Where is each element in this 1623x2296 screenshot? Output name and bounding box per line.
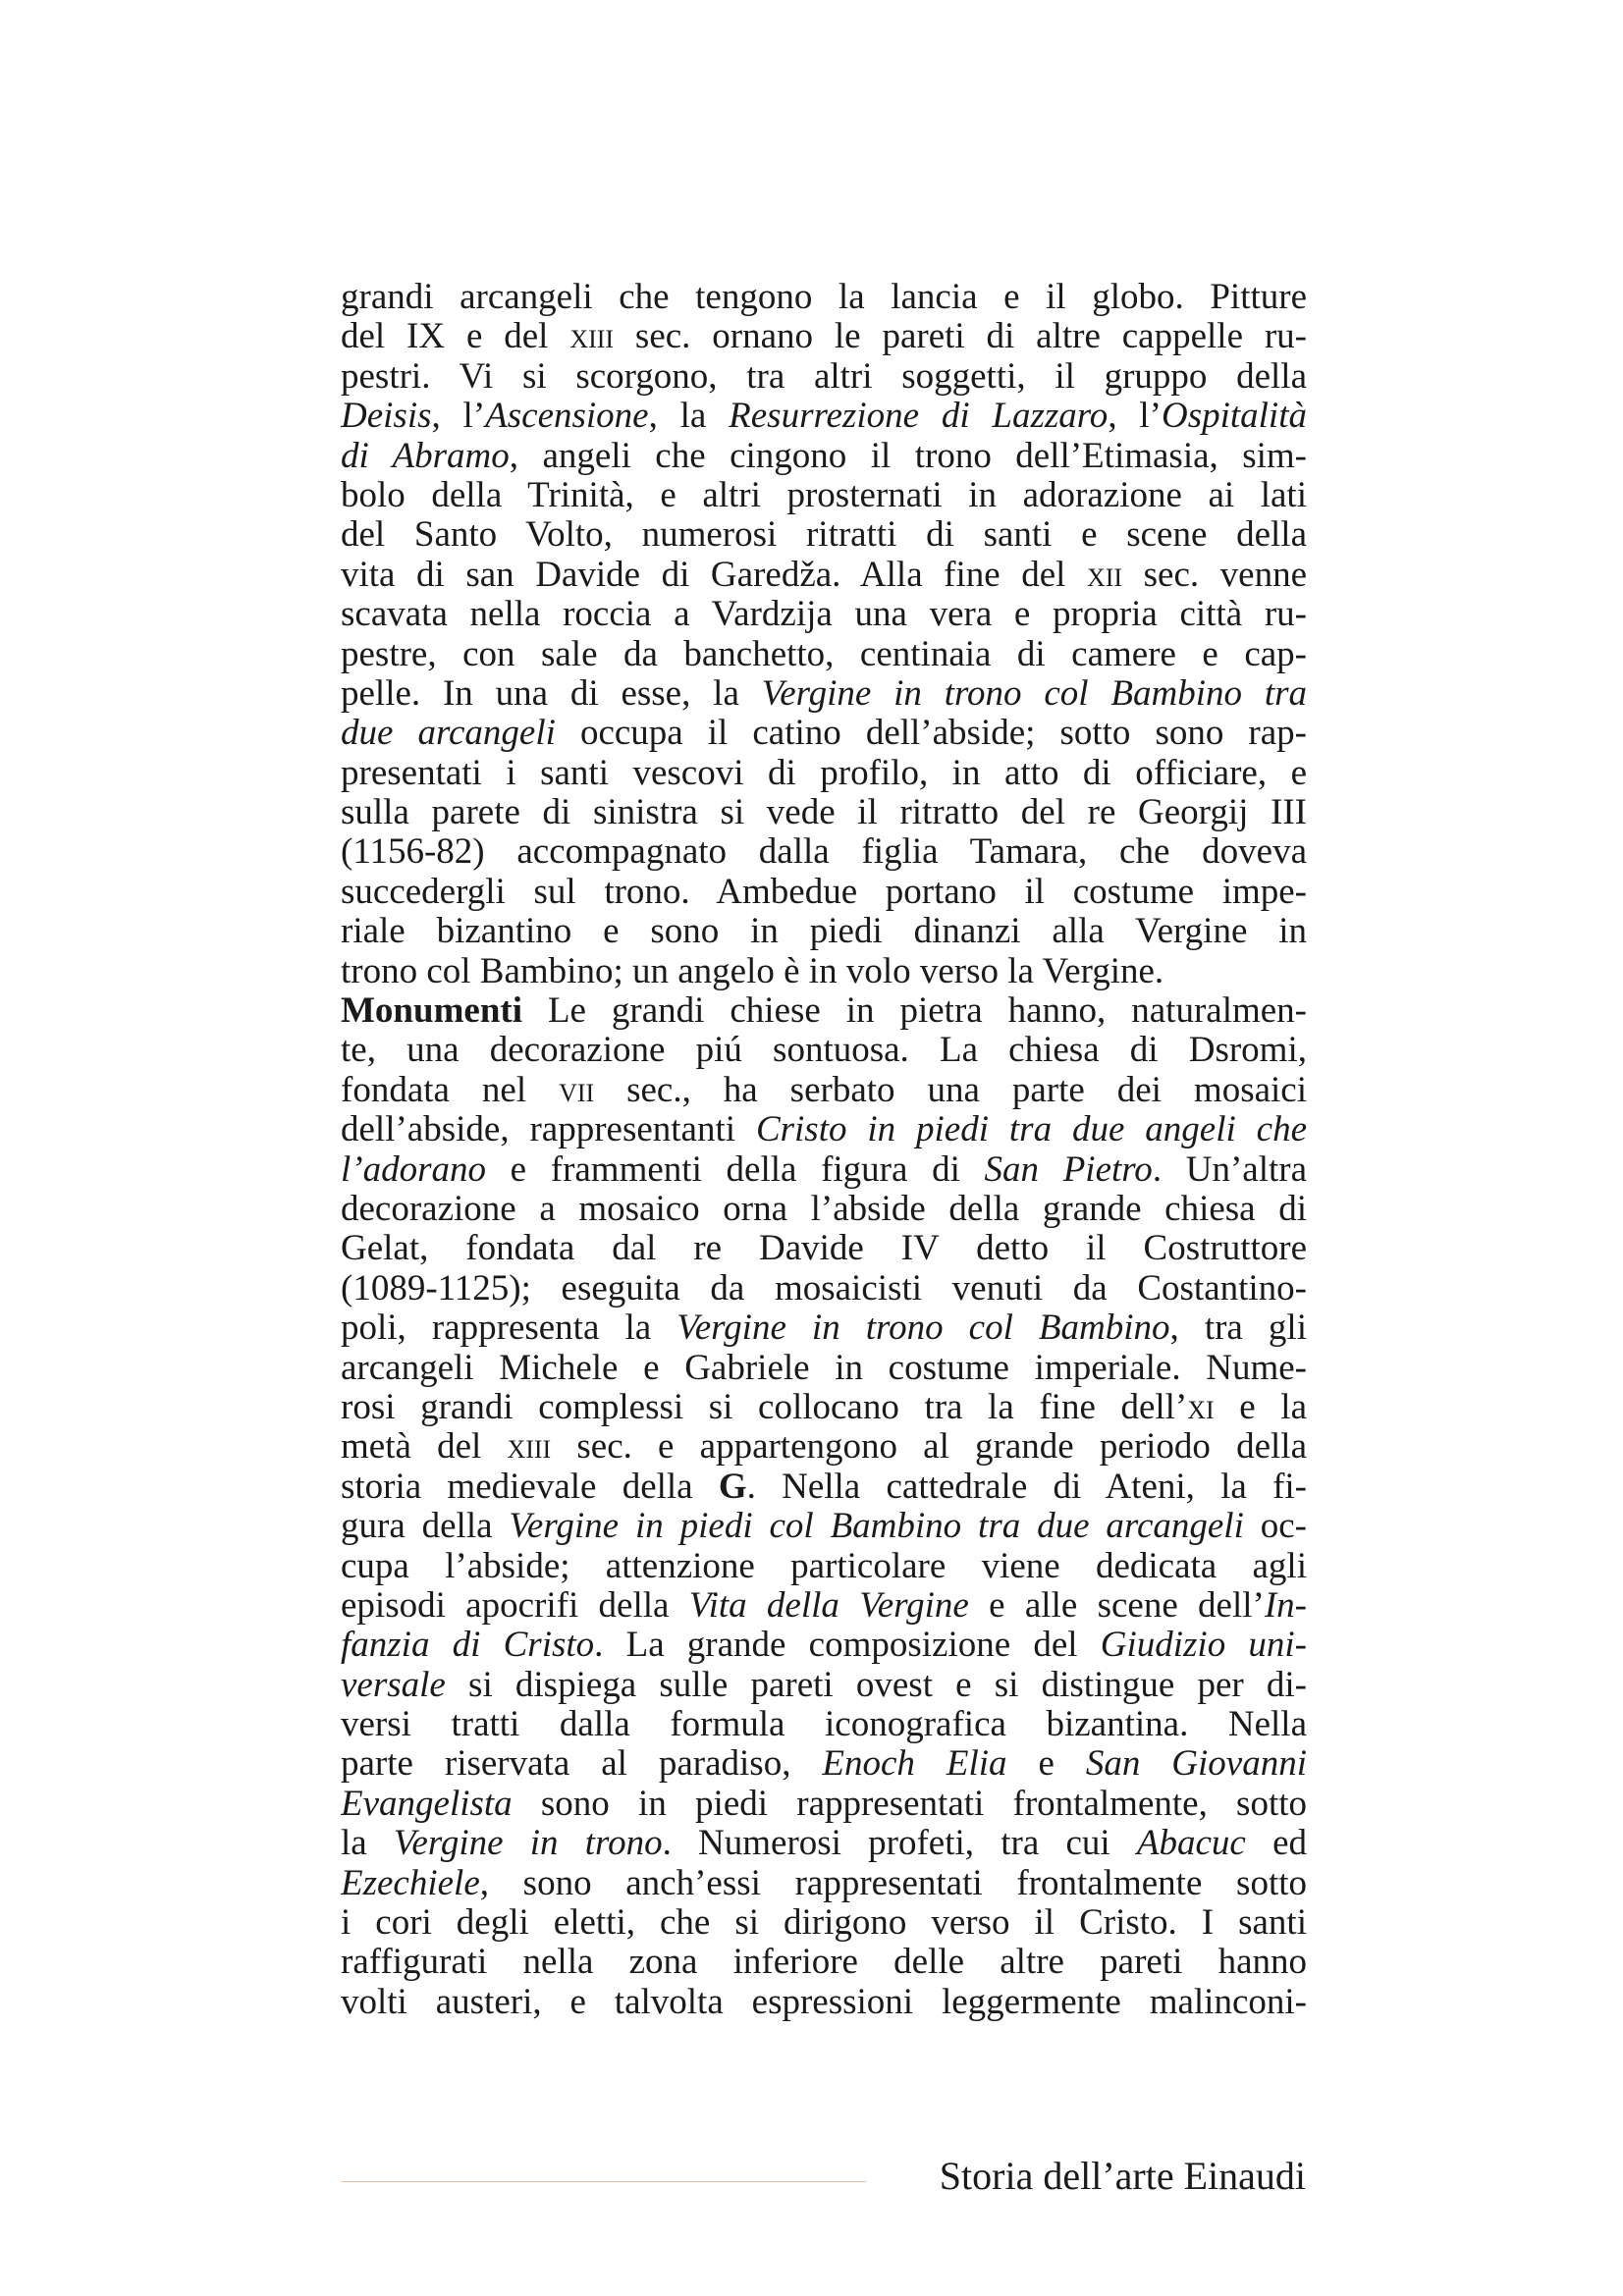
text-line: arcangeli Michele e Gabriele in costume imperiale. Nume- [341,1348,1307,1388]
text-line: Evangelista sono in piedi rappresentati frontalmente, sotto [341,1784,1307,1824]
text-line: pestre, con sale da banchetto, centinaia di camere e cap- [341,634,1307,674]
text-line: trono col Bambino; un angelo è in volo verso la Vergine. [341,951,1164,991]
text-line: decorazione a mosaico orna l’abside della grande chiesa di [341,1189,1307,1229]
text-line: episodi apocrifi della Vita della Vergine e alle scene dell’In- [341,1585,1307,1626]
text-line: i cori degli eletti, che si dirigono verso il Cristo. I santi [341,1903,1307,1944]
text-line: cupa l’abside; attenzione particolare viene dedicata agli [341,1546,1307,1586]
text-line: te, una decorazione piú sontuosa. La chiesa di Dsromi, [341,1031,1307,1071]
footer-rule [341,2181,866,2182]
text-line: l’adorano e frammenti della figura di San Pietro. Un’altra [341,1149,1307,1190]
text-line: Gelat, fondata dal re Davide IV detto il Costruttore [341,1229,1307,1269]
text-line: volti austeri, e talvolta espressioni leggermente malinconi- [341,1982,1307,2022]
text-line: versale si dispiega sulle pareti ovest e si distingue per di- [341,1665,1307,1705]
text-line: parte riservata al paradiso, Enoch Elia e San Giovanni [341,1744,1307,1785]
text-line: Deisis, l’Ascensione, la Resurrezione di Lazzaro, l’Ospitalità [341,397,1307,437]
text-line: sulla parete di sinistra si vede il ritratto del re Georgij III [341,793,1307,833]
text-line: storia medievale della G. Nella cattedrale di Ateni, la fi- [341,1467,1307,1507]
text-line: presentati i santi vescovi di profilo, in atto di officiare, e [341,753,1307,793]
text-line: fondata nel vii sec., ha serbato una parte dei mosaici [341,1070,1307,1110]
text-line: rosi grandi complessi si collocano tra la fine dell’xi e la [341,1387,1307,1427]
text-line: la Vergine in trono. Numerosi profeti, tra cui Abacuc ed [341,1824,1307,1864]
text-line: bolo della Trinità, e altri prosternati in adorazione ai lati [341,475,1307,515]
text-line: scavata nella roccia a Vardzija una vera e propria città ru- [341,595,1307,635]
text-line: poli, rappresenta la Vergine in trono col Bambino, tra gli [341,1308,1307,1349]
text-line: grandi arcangeli che tengono la lancia e il globo. Pitture [341,278,1307,317]
text-line: raffigurati nella zona inferiore delle altre pareti hanno [341,1943,1307,1983]
body-text [341,278,1307,2022]
text-line: gura della Vergine in piedi col Bambino tra due arcangeli oc- [341,1507,1307,1547]
text-line: due arcangeli occupa il catino dell’abside; sotto sono rap- [341,714,1307,754]
text-line: Ezechiele, sono anch’essi rappresentati frontalmente sotto [341,1863,1307,1903]
text-line: succedergli sul trono. Ambedue portano il costume impe- [341,872,1307,912]
text-line: del IX e del xiii sec. ornano le pareti di altre cappelle ru- [341,317,1307,357]
text-line: versi tratti dalla formula iconografica bizantina. Nella [341,1705,1307,1745]
footer-title: Storia dell’arte Einaudi [939,2154,1306,2198]
text-line: del Santo Volto, numerosi ritratti di santi e scene della [341,515,1307,556]
text-line: Monumenti Le grandi chiese in pietra hanno, naturalmen- [341,991,1307,1032]
text-line: di Abramo, angeli che cingono il trono dell’Etimasia, sim- [341,436,1307,476]
text-line: (1089-1125); eseguita da mosaicisti venuti da Costantino- [341,1268,1307,1308]
text-line: metà del xiii sec. e appartengono al grande periodo della [341,1427,1307,1468]
text-line: pelle. In una di esse, la Vergine in trono col Bambino tra [341,673,1307,714]
text-line: vita di san Davide di Garedža. Alla fine del xii sec. venne [341,555,1307,595]
text-line: fanzia di Cristo. La grande composizione del Giudizio uni- [341,1626,1307,1666]
text-line: riale bizantino e sono in piedi dinanzi alla Vergine in [341,912,1307,952]
text-line: dell’abside, rappresentanti Cristo in piedi tra due angeli che [341,1110,1307,1150]
text-line: (1156-82) accompagnato dalla figlia Tamara, che doveva [341,832,1307,873]
text-line: pestri. Vi si scorgono, tra altri soggetti, il gruppo della [341,356,1307,397]
